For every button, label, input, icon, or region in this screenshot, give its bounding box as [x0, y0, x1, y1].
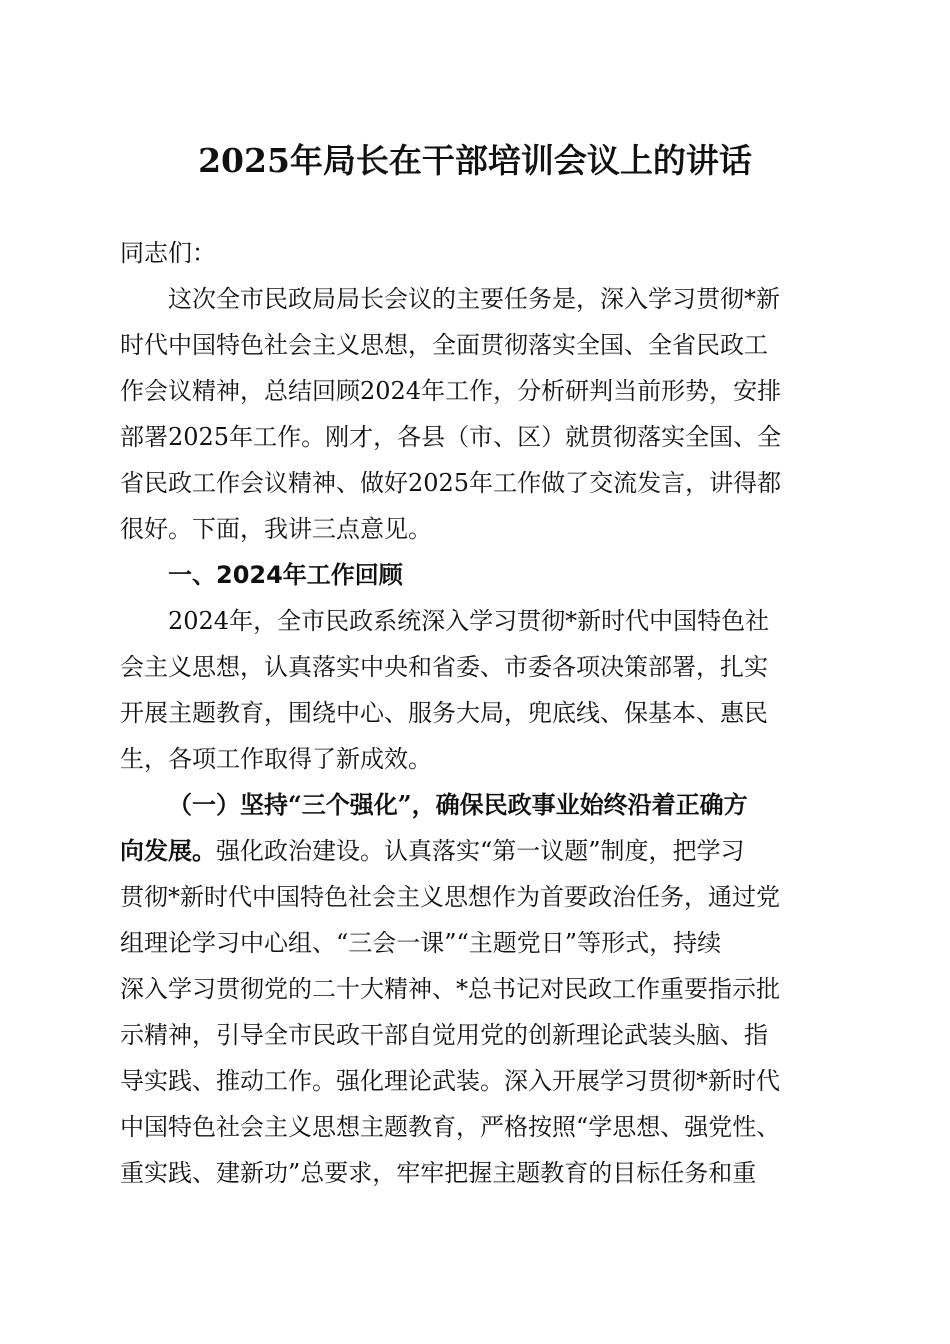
subsection-heading: （一）坚持“三个强化”，确保民政事业始终沿着正确方: [168, 790, 748, 819]
document-body: [120, 230, 835, 1196]
paragraph-line: 作会议精神，总结回顾2024年工作，分析研判当前形势，安排: [120, 377, 782, 405]
paragraph-line: 示精神，引导全市民政干部自觉用党的创新理论武装头脑、指: [120, 1021, 768, 1049]
paragraph-line: 这次全市民政局局长会议的主要任务是，深入学习贯彻*新: [168, 285, 780, 313]
paragraph-line: 时代中国特色社会主义思想，全面贯彻落实全国、全省民政工: [120, 331, 768, 359]
document-title: 2025年局长在干部培训会议上的讲话: [198, 141, 752, 180]
paragraph-line: 导实践、推动工作。强化理论武装。深入开展学习贯彻*新时代: [120, 1067, 780, 1095]
paragraph-line: 深入学习贯彻党的二十大精神、*总书记对民政工作重要指示批: [120, 975, 780, 1003]
paragraph-line: 省民政工作会议精神、做好2025年工作做了交流发言，讲得都: [120, 469, 782, 497]
paragraph-line: [120, 828, 835, 874]
subsection-heading-end: 向发展。: [120, 836, 216, 865]
paragraph-line: 2024年，全市民政系统深入学习贯彻*新时代中国特色社: [168, 607, 770, 635]
paragraph-line: 很好。下面，我讲三点意见。: [120, 515, 432, 543]
paragraph-line: 组理论学习中心组、“三会一课”“主题党日”等形式，持续: [120, 929, 722, 957]
paragraph-line: 重实践、建新功”总要求，牢牢把握主题教育的目标任务和重: [120, 1159, 757, 1187]
paragraph-line: 会主义思想，认真落实中央和省委、市委各项决策部署，扎实: [120, 653, 768, 681]
paragraph-line: 中国特色社会主义思想主题教育，严格按照“学思想、强党性、: [120, 1113, 781, 1141]
paragraph-line: 生，各项工作取得了新成效。: [120, 745, 432, 773]
paragraph-line: 部署2025年工作。刚才，各县（市、区）就贯彻落实全国、全: [120, 423, 782, 451]
paragraph-text: 强化政治建设。认真落实“第一议题”制度，把学习: [216, 837, 745, 865]
paragraph-line: 贯彻*新时代中国特色社会主义思想作为首要政治任务，通过党: [120, 883, 780, 911]
salutation: 同志们：: [120, 239, 216, 267]
section-heading: 一、2024年工作回顾: [168, 561, 403, 589]
paragraph-line: 开展主题教育，围绕中心、服务大局，兜底线、保基本、惠民: [120, 699, 768, 727]
